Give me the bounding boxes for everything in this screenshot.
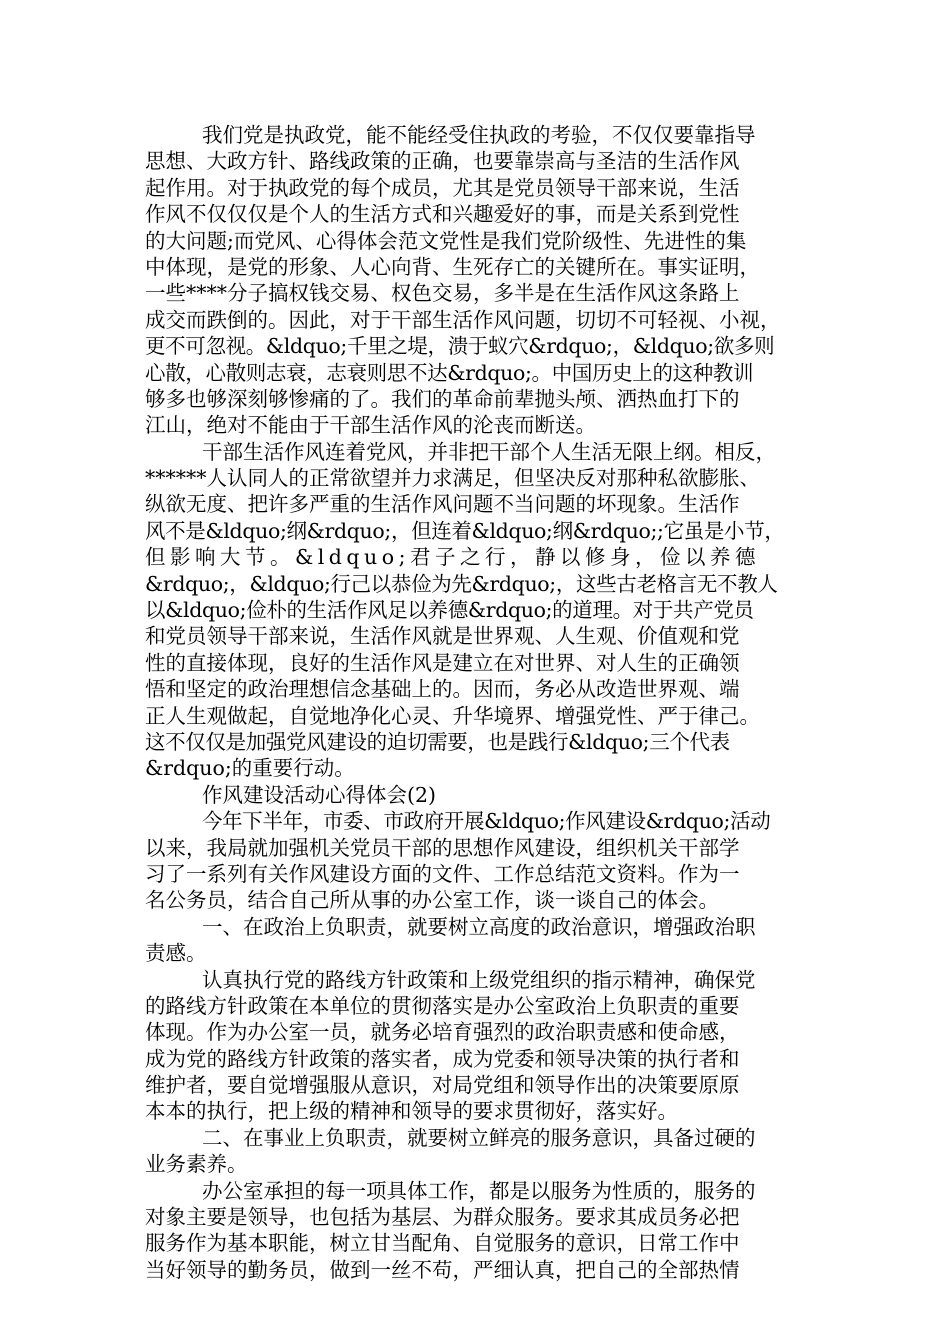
text-line: 今年下半年，市委、市政府开展&ldquo;作风建设&rdquo;活动 <box>202 809 771 834</box>
text-line: 一、在政治上负职责，就要树立高度的政治意识，增强政治职 <box>202 914 756 939</box>
text-line: 思想、大政方针、路线政策的正确，也要靠崇高与圣洁的生活作风 <box>145 149 740 174</box>
text-line: 干部生活作风连着党风，并非把干部个人生活无限上纲。相反， <box>202 439 776 464</box>
document-body <box>145 122 807 1283</box>
text-line: 正人生观做起，自觉地净化心灵、升华境界、增强党性、严于律己。 <box>145 703 760 728</box>
text-line: 习了一系列有关作风建设方面的文件、工作总结范文资料。作为一 <box>145 861 740 886</box>
text-line: 办公室承担的每一项具体工作，都是以服务为性质的，服务的 <box>202 1178 756 1203</box>
text-line: &rdquo;，&ldquo;行己以恭俭为先&rdquo;，这些古老格言无不教人 <box>145 571 778 596</box>
text-line: 性的直接体现，良好的生活作风是建立在对世界、对人生的正确领 <box>145 650 740 675</box>
text-line: 更不可忽视。&ldquo;千里之堤，溃于蚁穴&rdquo;，&ldquo;欲多则 <box>145 334 775 359</box>
text-line: 中体现，是党的形象、人心向背、生死存亡的关键所在。事实证明， <box>145 254 760 279</box>
text-line: 成为党的路线方针政策的落实者，成为党委和领导决策的执行者和 <box>145 1046 740 1071</box>
text-line: 业务素养。 <box>145 1152 248 1177</box>
text-line: 当好领导的勤务员，做到一丝不苟，严细认真，把自己的全部热情 <box>145 1257 740 1282</box>
text-line: 作风不仅仅仅是个人的生活方式和兴趣爱好的事，而是关系到党性 <box>145 202 740 227</box>
text-line: 这不仅仅是加强党风建设的迫切需要，也是践行&ldquo;三个代表 <box>145 729 730 754</box>
text-line: 起作用。对于执政党的每个成员，尤其是党员领导干部来说，生活 <box>145 175 740 200</box>
text-line: 的大问题;而党风、心得体会范文党性是我们党阶级性、先进性的集 <box>145 228 747 253</box>
text-line: 成交而跌倒的。因此，对于干部生活作风问题，切切不可轻视、小视， <box>145 307 781 332</box>
text-line: 心散，心散则志衰，志衰则思不达&rdquo;。中国历史上的这种教训 <box>145 360 754 385</box>
text-line: 我们党是执政党，能不能经受住执政的考验，不仅仅要靠指导 <box>202 123 756 147</box>
text-line: 以&ldquo;俭朴的生活作风足以养德&rdquo;的道理。对于共产党员 <box>145 598 754 623</box>
text-line: 江山，绝对不能由于干部生活作风的沦丧而断送。 <box>145 413 596 438</box>
text-line: 对象主要是领导，也包括为基层、为群众服务。要求其成员务必把 <box>145 1205 740 1230</box>
text-line: 体现。作为办公室一员，就务必培育强烈的政治职责感和使命感， <box>145 1020 740 1045</box>
text-line: 一些****分子搞权钱交易、权色交易，多半是在生活作风这条路上 <box>145 281 740 306</box>
text-line: &rdquo;的重要行动。 <box>145 756 355 781</box>
text-line: 风不是&ldquo;纲&rdquo;，但连着&ldquo;纲&rdquo;;它虽是小节， <box>145 518 785 543</box>
text-line: 纵欲无度、把许多严重的生活作风问题不当问题的坏现象。生活作 <box>145 492 740 517</box>
text-line: 本本的执行，把上级的精神和领导的要求贯彻好，落实好。 <box>145 1099 678 1124</box>
text-line: 二、在事业上负职责，就要树立鲜亮的服务意识，具备过硬的 <box>202 1125 756 1150</box>
text-line: 和党员领导干部来说，生活作风就是世界观、人生观、价值观和党 <box>145 624 740 649</box>
text-line: 悟和坚定的政治理想信念基础上的。因而，务必从改造世界观、端 <box>145 677 740 702</box>
text-line: 以来，我局就加强机关党员干部的思想作风建设，组织机关干部学 <box>145 835 740 860</box>
text-line: 认真执行党的路线方针政策和上级党组织的指示精神，确保党 <box>202 967 756 992</box>
text-line: 够多也够深刻够惨痛的了。我们的革命前辈抛头颅、洒热血打下的 <box>145 386 740 411</box>
text-line: ******人认同人的正常欲望并力求满足，但坚决反对那种私欲膨胀、 <box>145 466 760 491</box>
text-line: 的路线方针政策在本单位的贯彻落实是办公室政治上负职责的重要 <box>145 993 740 1018</box>
text-line: 服务作为基本职能，树立甘当配角、自觉服务的意识，日常工作中 <box>145 1231 740 1256</box>
text-line: 但影响大节。&ldquo;君子之行，静以修身，俭以养德 <box>145 545 761 570</box>
section-title: 作风建设活动心得体会(2) <box>202 782 437 807</box>
text-line: 维护者，要自觉增强服从意识，对局党组和领导作出的决策要原原 <box>145 1073 740 1098</box>
text-line: 名公务员，结合自己所从事的办公室工作，谈一谈自己的体会。 <box>145 888 719 913</box>
text-line: 责感。 <box>145 941 207 966</box>
